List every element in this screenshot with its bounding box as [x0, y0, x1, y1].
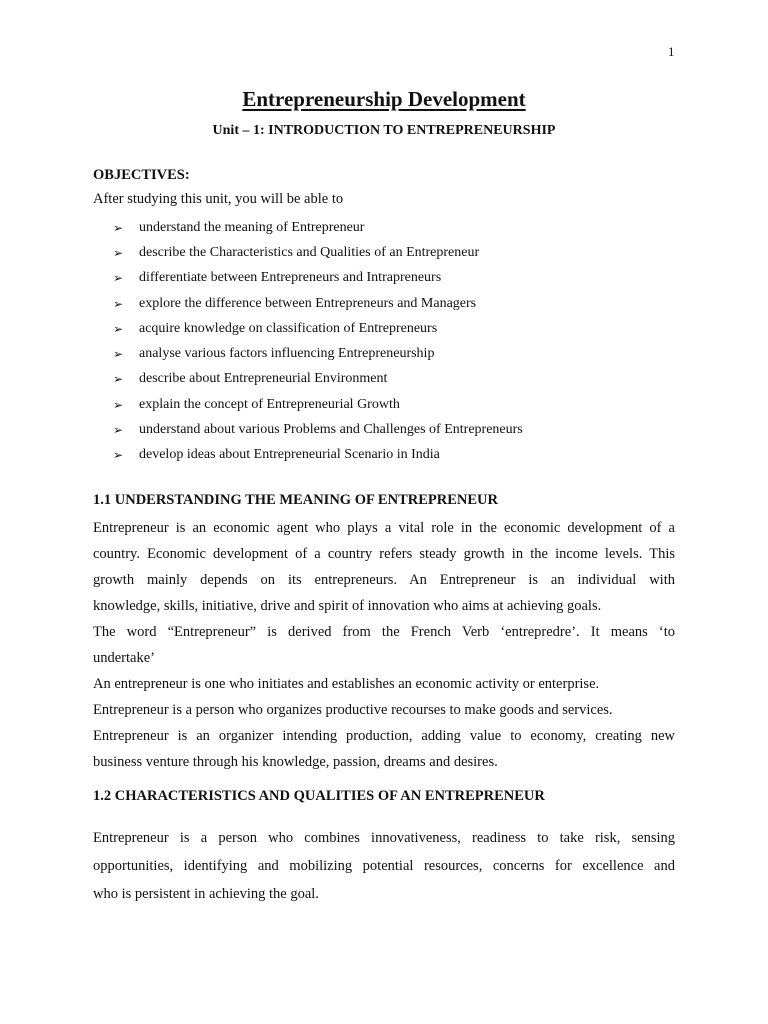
paragraph-line: knowledge, skills, initiative, drive and spirit of innovation who aims at achieving goals. — [93, 598, 602, 614]
arrow-bullet-icon: ➢ — [113, 372, 124, 387]
arrow-bullet-icon: ➢ — [113, 245, 124, 260]
paragraph-line: Entrepreneur is an organizer intending production, adding value to economy, creating new — [93, 728, 675, 744]
section-1-2-body — [93, 824, 675, 908]
unit-subtitle: Unit – 1: INTRODUCTION TO ENTREPRENEURSHIP — [212, 123, 556, 138]
arrow-bullet-icon: ➢ — [113, 220, 124, 235]
objectives-intro: After studying this unit, you will be able to — [93, 191, 344, 207]
objective-text: describe the Characteristics and Qualities of an Entrepreneur — [139, 244, 480, 260]
list-item — [113, 266, 523, 291]
objective-text: develop ideas about Entrepreneurial Scenario in India — [139, 447, 440, 463]
paragraph-line: The word “Entrepreneur” is derived from the French Verb ‘entrepredre’. It means ‘to — [93, 624, 675, 640]
paragraph-line: undertake’ — [93, 650, 155, 666]
objective-text: explain the concept of Entrepreneurial Growth — [139, 396, 400, 412]
objective-text: understand the meaning of Entrepreneur — [139, 219, 365, 235]
list-item — [113, 367, 523, 392]
paragraph-line: country. Economic development of a country refers steady growth in the income levels. This — [93, 546, 675, 562]
arrow-bullet-icon: ➢ — [113, 448, 124, 463]
paragraph-line: Entrepreneur is an economic agent who plays a vital role in the economic development of a — [93, 520, 675, 536]
arrow-bullet-icon: ➢ — [113, 347, 124, 362]
paragraph-line: An entrepreneur is one who initiates and establishes an economic activity or enterprise. — [93, 676, 600, 692]
paragraph-line: who is persistent in achieving the goal. — [93, 886, 319, 902]
arrow-bullet-icon: ➢ — [113, 321, 124, 336]
list-item — [113, 291, 523, 316]
list-item — [113, 215, 523, 240]
list-item — [113, 316, 523, 341]
objectives-heading: OBJECTIVES: — [93, 167, 190, 183]
list-item — [113, 443, 523, 468]
paragraph-line: growth mainly depends on its entrepreneurs. An Entrepreneur is an individual with — [93, 572, 675, 588]
paragraph-line: Entrepreneur is a person who combines innovativeness, readiness to take risk, sensing — [93, 830, 675, 846]
section-1-1-heading: 1.1 UNDERSTANDING THE MEANING OF ENTREPRENEUR — [93, 492, 498, 508]
list-item — [113, 341, 523, 366]
paragraph-line: business venture through his knowledge, passion, dreams and desires. — [93, 754, 498, 770]
section-1-1-body — [93, 515, 675, 775]
list-item — [113, 392, 523, 417]
list-item — [113, 240, 523, 265]
arrow-bullet-icon: ➢ — [113, 296, 124, 311]
objective-text: explore the difference between Entrepreneurs and Managers — [139, 295, 477, 311]
objective-text: differentiate between Entrepreneurs and Intrapreneurs — [139, 270, 442, 286]
section-1-2-heading: 1.2 CHARACTERISTICS AND QUALITIES OF AN ENTREPRENEUR — [93, 788, 545, 804]
arrow-bullet-icon: ➢ — [113, 271, 124, 286]
paragraph-line: Entrepreneur is a person who organizes productive recourses to make goods and services. — [93, 702, 613, 718]
objective-text: understand about various Problems and Challenges of Entrepreneurs — [139, 422, 523, 438]
document-title: Entrepreneurship Development — [242, 87, 526, 111]
objective-text: describe about Entrepreneurial Environment — [139, 371, 388, 387]
objective-text: analyse various factors influencing Entrepreneurship — [139, 346, 435, 362]
page-number: 1 — [668, 44, 675, 59]
arrow-bullet-icon: ➢ — [113, 423, 124, 438]
list-item — [113, 417, 523, 442]
objectives-list — [113, 215, 523, 468]
objective-text: acquire knowledge on classification of Entrepreneurs — [139, 320, 438, 336]
paragraph-line: opportunities, identifying and mobilizing potential resources, concerns for excellence and — [93, 858, 675, 874]
arrow-bullet-icon: ➢ — [113, 397, 124, 412]
